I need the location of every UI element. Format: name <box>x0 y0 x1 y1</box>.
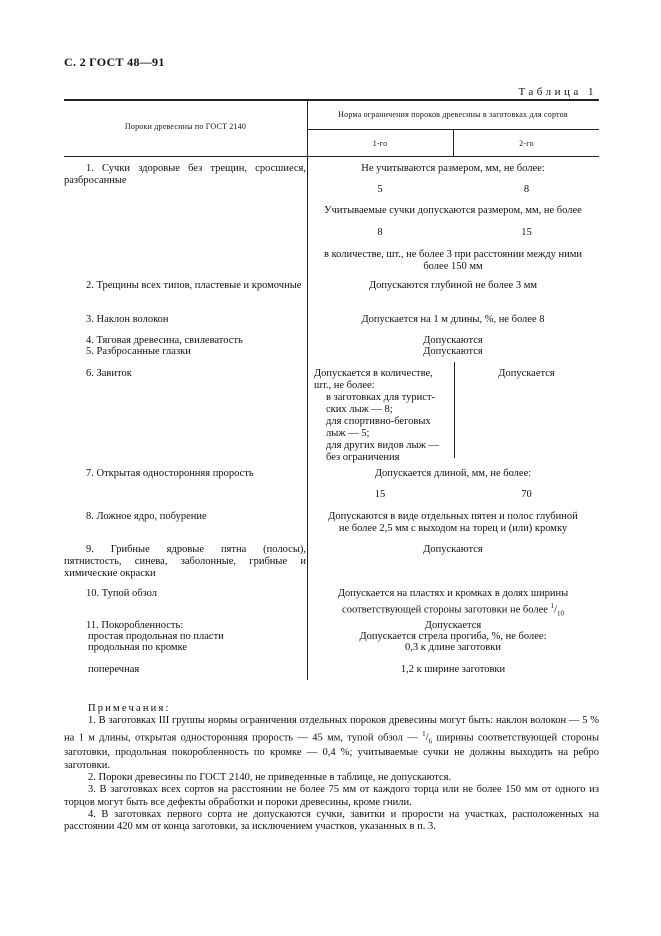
row7-grade1: 15 <box>374 489 386 500</box>
row10-frac-den: 10 <box>556 609 564 618</box>
note1-frac-num: 1 <box>422 729 426 738</box>
row6-label: 6. Завиток <box>86 368 132 379</box>
row7-grade2: 70 <box>521 489 532 500</box>
row2-value: Допускаются глубиной не более 3 мм <box>369 280 537 291</box>
col-norm-header: Норма ограничения пороков древесины в заготовках для сортов <box>338 110 568 119</box>
row1-b-grade1: 8 <box>377 227 383 238</box>
table-top-rule <box>64 99 599 101</box>
row11-label: 11. Покоробленность: <box>86 620 184 631</box>
row11-sub1: простая продольная по пласти <box>88 631 224 642</box>
row10-frac-num: 1 <box>550 602 555 610</box>
row6-grade2: Допускается <box>498 368 555 379</box>
row1-text-b: Учитываемые сучки допускаются размером, мм, не более <box>324 205 582 216</box>
row1-text-a: Не учитываются размером, мм, не более: <box>361 163 545 174</box>
row9-label: 9. Грибные ядровые пятна (полосы), пятнистость, синева, заболонные, грибные и химические окраски <box>64 544 306 579</box>
row9-value: Допускаются <box>423 544 483 555</box>
row6-grade1-l7: для других видов лыж — <box>326 440 439 451</box>
row6-grade1-l1: Допускается в количестве, <box>314 368 433 379</box>
row11-value1: Допускается стрела прогиба, %, не более: <box>359 631 547 642</box>
row10-value-l2: соответствующей стороны заготовки не более $^1/_{10}$ <box>342 602 564 618</box>
row10-label: 10. Тупой обзол <box>86 588 158 599</box>
note-4: 4. В заготовках первого сорта не допускаются сучки, завитки и прорости на участках, расположенных на расстоянии 420 мм от конца заготовки, за исключением участков, указанных в п. 3. <box>64 808 599 833</box>
note-3: 3. В заготовках всех сортов на расстоянии не более 75 мм от каждого торца или не более 150 мм от одного из торцов могут быть все дефекты обработки и пороки древесины, кроме гнили. <box>64 784 599 808</box>
row5-label: 5. Разбросанные глазки <box>86 346 191 357</box>
row3-label: 3. Наклон волокон <box>86 314 169 325</box>
row6-grade1-l4: ских лыж — 8; <box>326 404 393 415</box>
notes-section <box>64 703 599 834</box>
row1-b-grade2: 15 <box>521 227 532 238</box>
row8-value-l2: не более 2,5 мм с выходом на торец и (или) кромку <box>338 523 568 534</box>
row1-a-grade1: 5 <box>377 184 383 195</box>
notes-title: Примечания: <box>88 703 171 714</box>
row10-value-l1: Допускается на пластях и кромках в долях ширины <box>337 588 569 599</box>
row11-sub2: продольная по кромке <box>88 642 188 653</box>
row3-value: Допускается на 1 м длины, %, не более 8 <box>361 314 545 325</box>
row1-text-c: в количестве, шт., не более 3 при расстоянии между ними более 150 мм <box>324 249 582 272</box>
row8-label: 8. Ложное ядро, побурение <box>86 511 207 522</box>
row11-value2: 0,3 к длине заготовки <box>405 642 501 653</box>
row6-grade1-l3: в заготовках для турист- <box>326 392 436 403</box>
row1-a-grade2: 8 <box>523 184 530 195</box>
row4-value: Допускаются <box>423 335 483 346</box>
row6-grade1-l8: без ограничения <box>326 452 400 463</box>
table-title: Таблица 1 <box>518 86 597 98</box>
page-header: С. 2 ГОСТ 48—91 <box>64 55 165 69</box>
header-bottom-rule <box>64 156 599 157</box>
row4-label: 4. Тяговая древесина, свилеватость <box>86 335 243 346</box>
row2-label: 2. Трещины всех типов, пластевые и кромочные <box>86 280 302 291</box>
row7-value: Допускается длиной, мм, не более: <box>374 468 532 479</box>
row7-label: 7. Открытая односторонняя прорость <box>86 468 254 479</box>
col-grade2-header: 2-го <box>519 139 534 148</box>
row5-value: Допускаются <box>423 346 483 357</box>
note-2: 2. Пороки древесины по ГОСТ 2140, не приведенные в таблице, не допускаются. <box>88 772 452 784</box>
row6-grade1-l2: шт., не более: <box>314 380 375 391</box>
note1-frac-den: 6 <box>428 737 433 746</box>
row6-grade1-l6: лыж — 5; <box>326 428 370 439</box>
row1-label: 1. Сучки здоровые без трещин, сросшиеся, разбросанные <box>64 163 306 186</box>
col-defects-header: Пороки древесины по ГОСТ 2140 <box>124 122 247 131</box>
row11-value0: Допускается <box>424 620 482 631</box>
row11-sub3: поперечная <box>88 664 140 675</box>
col-grade1-header: 1-го <box>372 139 388 148</box>
row8-value-l1: Допускаются в виде отдельных пятен и полос глубиной <box>328 511 578 522</box>
row11-value3: 1,2 к ширине заготовки <box>400 664 506 675</box>
row6-grade1-l5: для спортивно-беговых <box>326 416 431 427</box>
note-1: 1. В заготовках III группы нормы ограничения отдельных пороков древесины могут быть: наклон волокон — 5 % на 1 м длины, открытая односторонняя прорость — 45 мм, тупой обзол — $^1/_6$ ширины соответствующей стороны заготовки, продольная покоробленность по кромке — 0,4 %; учитываемые сучки не должны выходить на ребро заготовки. <box>64 715 600 771</box>
